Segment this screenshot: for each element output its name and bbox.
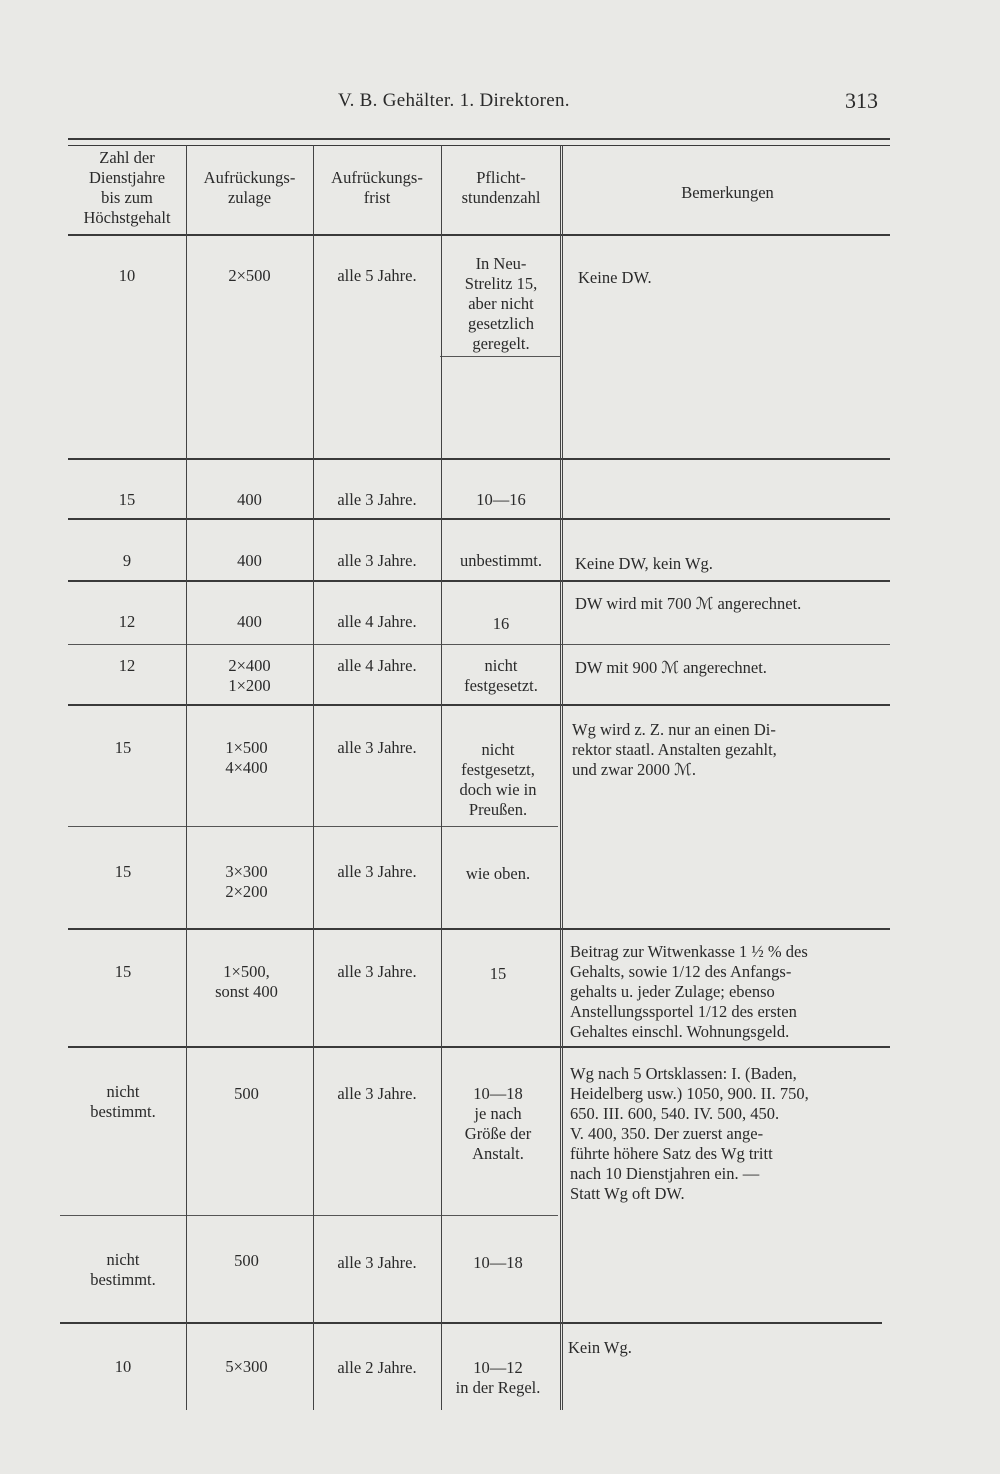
table-top-rule-thin <box>68 145 890 146</box>
table-cell-increment: 3×300 2×200 <box>225 862 268 901</box>
table-cell-hours: nicht festgesetzt, doch wie in Preußen. <box>459 740 537 819</box>
table-cell-years: 12 <box>118 656 136 675</box>
table-cell-interval: alle 4 Jahre. <box>337 612 417 631</box>
table-cell-increment: 400 <box>237 612 262 631</box>
column-header-hours: Pflicht- stundenzahl <box>461 168 541 207</box>
table-cell-years: nicht bestimmt. <box>90 1250 156 1289</box>
table-cell-hours: nicht festgesetzt. <box>464 656 538 695</box>
table-cell-hours: unbestimmt. <box>459 551 543 570</box>
column-header-interval: Aufrückungs- frist <box>331 168 423 207</box>
row-rule <box>60 1215 558 1216</box>
table-cell-years: 15 <box>114 738 132 757</box>
table-cell-increment: 2×400 1×200 <box>228 656 271 695</box>
table-cell-remarks: Keine DW, kein Wg. <box>575 554 713 573</box>
column-header-remarks: Bemerkungen <box>681 183 774 202</box>
table-cell-increment: 1×500 4×400 <box>225 738 268 777</box>
row-rule <box>68 458 890 460</box>
table-cell-increment: 400 <box>237 490 262 509</box>
table-cell-remarks: DW wird mit 700 ℳ angerechnet. <box>575 594 802 613</box>
table-cell-interval: alle 5 Jahre. <box>337 266 417 285</box>
table-cell-hours: 10—18 <box>473 1253 523 1272</box>
table-cell-hours: wie oben. <box>465 864 531 883</box>
table-cell-interval: alle 3 Jahre. <box>337 738 417 757</box>
table-cell-increment: 400 <box>237 551 262 570</box>
table-cell-interval: alle 3 Jahre. <box>337 551 417 570</box>
row-rule <box>68 518 890 520</box>
table-cell-hours: 16 <box>492 614 510 633</box>
column-rule <box>313 145 314 1410</box>
table-cell-interval: alle 3 Jahre. <box>337 962 417 981</box>
row-rule <box>68 704 890 706</box>
row-rule <box>68 644 890 645</box>
row-rule <box>68 580 890 582</box>
table-cell-remarks: Wg wird z. Z. nur an einen Di- rektor staatl. Anstalten gezahlt, und zwar 2000 ℳ. <box>572 720 777 779</box>
table-cell-remarks: Beitrag zur Witwenkasse 1 ½ % des Gehalts, sowie 1/12 des Anfangs- gehalts u. jeder Zulage; ebenso Anstellungssportel 1/12 des ersten Gehaltes einschl. Wohnungsgeld. <box>570 942 808 1041</box>
table-top-rule <box>68 138 890 140</box>
row-rule <box>68 1046 890 1048</box>
table-cell-years: 10 <box>118 266 136 285</box>
row-rule <box>60 1322 882 1324</box>
row-rule <box>68 928 890 930</box>
table-cell-interval: alle 3 Jahre. <box>337 1253 417 1272</box>
table-cell-increment: 1×500, sonst 400 <box>215 962 278 1001</box>
table-cell-interval: alle 3 Jahre. <box>337 490 417 509</box>
page-number: 313 <box>845 88 878 113</box>
running-head: V. B. Gehälter. 1. Direktoren. <box>338 90 570 111</box>
table-cell-remarks: Wg nach 5 Ortsklassen: I. (Baden, Heidelberg usw.) 1050, 900. II. 750, 650. III. 600, 540. IV. 500, 450. V. 400, 350. Der zuerst ange- führte höhere Satz des Wg tritt nach 10 Dienstjahren ein. — Statt Wg oft DW. <box>570 1064 809 1203</box>
table-cell-hours: 10—12 in der Regel. <box>455 1358 541 1397</box>
table-cell-increment: 500 <box>234 1251 259 1270</box>
table-cell-years: 15 <box>114 862 132 881</box>
table-cell-hours: 10—16 <box>476 490 526 509</box>
table-cell-years: 15 <box>118 490 136 509</box>
column-header-years: Zahl der Dienstjahre bis zum Höchstgehalt <box>83 148 171 227</box>
table-cell-hours: 15 <box>489 964 507 983</box>
header-bottom-rule <box>68 234 890 236</box>
table-cell-interval: alle 3 Jahre. <box>337 1084 417 1103</box>
table-cell-interval: alle 3 Jahre. <box>337 862 417 881</box>
table-cell-years: 10 <box>114 1357 132 1376</box>
table-cell-years: 15 <box>114 962 132 981</box>
column-header-increment: Aufrückungs- zulage <box>203 168 296 207</box>
table-cell-hours: 10—18 je nach Größe der Anstalt. <box>464 1084 532 1163</box>
table-cell-remarks: Keine DW. <box>578 268 652 287</box>
table-cell-increment: 500 <box>234 1084 259 1103</box>
table-cell-years: 12 <box>118 612 136 631</box>
table-cell-interval: alle 4 Jahre. <box>337 656 417 675</box>
table-cell-years: nicht bestimmt. <box>90 1082 156 1121</box>
row-rule <box>440 356 560 357</box>
table-cell-years: 9 <box>122 551 132 570</box>
table-cell-remarks: DW mit 900 ℳ angerechnet. <box>575 658 767 677</box>
table-cell-hours: In Neu- Strelitz 15, aber nicht gesetzlich geregelt. <box>464 254 538 353</box>
table-cell-increment: 2×500 <box>228 266 271 285</box>
table-cell-increment: 5×300 <box>225 1357 268 1376</box>
table-cell-interval: alle 2 Jahre. <box>337 1358 417 1377</box>
table-cell-remarks: Kein Wg. <box>568 1338 632 1357</box>
